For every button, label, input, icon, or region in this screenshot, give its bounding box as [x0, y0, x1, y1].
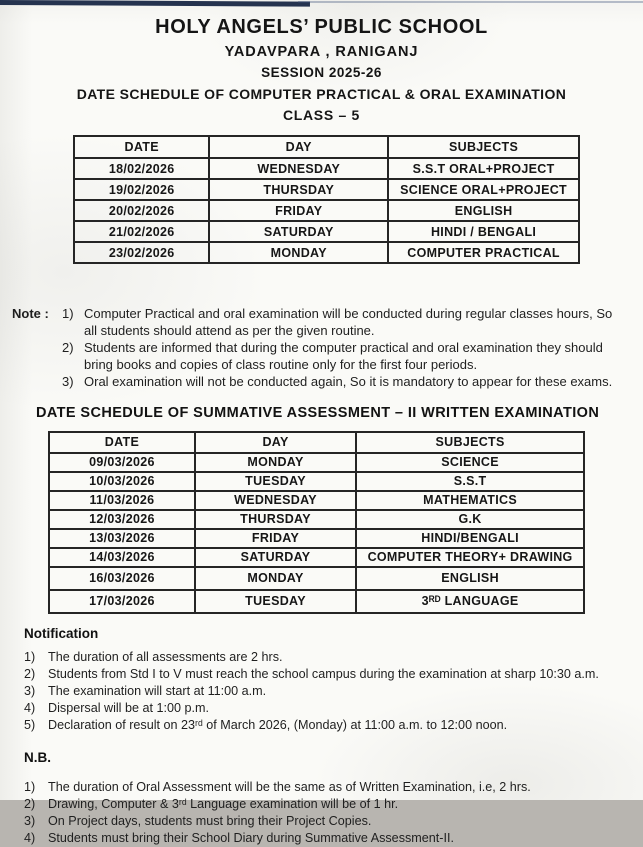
table-cell: HINDI / BENGALI — [388, 221, 579, 242]
table-row — [49, 529, 584, 548]
table-cell: 11/03/2026 — [49, 491, 195, 510]
notification-list — [24, 649, 643, 734]
table-cell: COMPUTER THEORY+ DRAWING — [356, 548, 584, 567]
table-cell: SCIENCE ORAL+PROJECT — [388, 179, 579, 200]
table-cell: 14/03/2026 — [49, 548, 195, 567]
notification-item — [24, 700, 643, 717]
item-text: Students from Std I to V must reach the school campus during the examination at sharp 10:30 a.m. — [48, 666, 599, 681]
school-name: HOLY ANGELS’ PUBLIC SCHOOL — [155, 16, 488, 38]
item-number: 1) — [24, 649, 36, 664]
notification-label: Notification — [24, 625, 99, 641]
notification-item — [24, 683, 643, 700]
table-cell: THURSDAY — [195, 510, 356, 529]
item-text: Declaration of result on 23ʳᵈ of March 2026, (Monday) at 11:00 a.m. to 12:00 noon. — [48, 717, 508, 732]
table-cell: TUESDAY — [195, 590, 356, 613]
table-row — [49, 548, 584, 567]
table-header-row — [49, 432, 584, 453]
note-item — [62, 374, 624, 391]
item-number: 1) — [24, 779, 36, 794]
table-cell: 13/03/2026 — [49, 529, 195, 548]
table-row — [74, 200, 579, 221]
written-exam-title: DATE SCHEDULE OF SUMMATIVE ASSESSMENT – II WRITTEN EXAMINATION — [36, 404, 600, 421]
table-cell: 18/02/2026 — [74, 158, 209, 179]
table-cell: SCIENCE — [356, 453, 584, 472]
item-number: 4) — [24, 830, 36, 845]
table-row — [74, 179, 579, 200]
table-cell: COMPUTER PRACTICAL — [388, 242, 579, 263]
scan-artifact-top-line — [298, 1, 643, 3]
table-cell: TUESDAY — [195, 472, 356, 491]
table-cell: 16/03/2026 — [49, 567, 195, 590]
notification-item — [24, 717, 643, 734]
practical-exam-table — [73, 135, 580, 264]
item-number: 2) — [24, 666, 36, 681]
table-cell: 17/03/2026 — [49, 590, 195, 613]
nb-section — [24, 750, 643, 847]
item-text: Dispersal will be at 1:00 p.m. — [48, 700, 209, 715]
item-text: On Project days, students must bring their Project Copies. — [48, 813, 372, 828]
notification-item — [24, 666, 643, 683]
column-header: DAY — [209, 136, 388, 158]
table-cell: WEDNESDAY — [209, 158, 388, 179]
table-cell: THURSDAY — [209, 179, 388, 200]
table-row — [49, 590, 584, 613]
item-text: Students are informed that during the computer practical and oral examination they should bring books and copies of class routine only for the first four periods. — [84, 340, 603, 372]
practical-exam-title: DATE SCHEDULE OF COMPUTER PRACTICAL & ORAL EXAMINATION — [76, 86, 567, 102]
table-cell: 09/03/2026 — [49, 453, 195, 472]
table-cell: MATHEMATICS — [356, 491, 584, 510]
item-text: Computer Practical and oral examination will be conducted during regular classes hours, So all students should attend as per the given routine. — [84, 306, 613, 338]
table-row — [49, 491, 584, 510]
note-label: Note : — [12, 306, 49, 321]
table-cell: FRIDAY — [195, 529, 356, 548]
column-header: SUBJECTS — [388, 136, 579, 158]
table-cell: 19/02/2026 — [74, 179, 209, 200]
item-text: Students must bring their School Diary during Summative Assessment-II. — [48, 830, 454, 845]
note-list — [62, 306, 624, 392]
item-number: 3) — [62, 374, 74, 389]
table-row — [49, 453, 584, 472]
document-header — [0, 0, 643, 123]
table-cell: 3ᴿᴰ LANGUAGE — [356, 590, 584, 613]
nb-item — [24, 796, 643, 813]
item-number: 2) — [62, 340, 74, 355]
column-header: DAY — [195, 432, 356, 453]
class-label: CLASS – 5 — [282, 107, 361, 123]
written-exam-table — [48, 431, 585, 614]
table-cell: HINDI/BENGALI — [356, 529, 584, 548]
nb-item — [24, 813, 643, 830]
table-cell: 12/03/2026 — [49, 510, 195, 529]
school-location: YADAVPARA , RANIGANJ — [224, 44, 419, 60]
item-number: 3) — [24, 813, 36, 828]
table-cell: MONDAY — [209, 242, 388, 263]
session-line: SESSION 2025-26 — [261, 65, 382, 80]
nb-item — [24, 830, 643, 847]
table-cell: SATURDAY — [209, 221, 388, 242]
notification-item — [24, 649, 643, 666]
item-text: Oral examination will not be conducted again, So it is mandatory to appear for these exams. — [84, 374, 613, 389]
table-row — [49, 510, 584, 529]
item-text: Drawing, Computer & 3ʳᵈ Language examination will be of 1 hr. — [48, 796, 399, 811]
note-item — [62, 306, 624, 339]
column-header: SUBJECTS — [356, 432, 584, 453]
table-cell: 20/02/2026 — [74, 200, 209, 221]
table-cell: SATURDAY — [195, 548, 356, 567]
table-cell: ENGLISH — [388, 200, 579, 221]
column-header: DATE — [74, 136, 209, 158]
table-cell: MONDAY — [195, 453, 356, 472]
item-number: 4) — [24, 700, 36, 715]
nb-item — [24, 779, 643, 796]
table-cell: WEDNESDAY — [195, 491, 356, 510]
table-row — [49, 472, 584, 491]
table-cell: 23/02/2026 — [74, 242, 209, 263]
item-text: The duration of Oral Assessment will be the same as of Written Examination, i.e, 2 hrs. — [48, 779, 531, 794]
table-cell: FRIDAY — [209, 200, 388, 221]
table-cell: 10/03/2026 — [49, 472, 195, 491]
item-number: 1) — [62, 306, 74, 321]
notification-section — [24, 626, 643, 734]
table-row — [74, 242, 579, 263]
table-row — [49, 567, 584, 590]
column-header: DATE — [49, 432, 195, 453]
item-number: 2) — [24, 796, 36, 811]
table-row — [74, 221, 579, 242]
table-cell: S.S.T — [356, 472, 584, 491]
item-text: The duration of all assessments are 2 hrs. — [48, 649, 283, 664]
item-text: The examination will start at 11:00 a.m. — [48, 683, 267, 698]
table-header-row — [74, 136, 579, 158]
table-cell: S.S.T ORAL+PROJECT — [388, 158, 579, 179]
table-cell: MONDAY — [195, 567, 356, 590]
note-item — [62, 340, 624, 373]
table-cell: ENGLISH — [356, 567, 584, 590]
nb-label: N.B. — [24, 749, 51, 765]
note-section — [0, 306, 643, 392]
item-number: 5) — [24, 717, 36, 732]
table-cell: G.K — [356, 510, 584, 529]
nb-list — [24, 779, 643, 847]
item-number: 3) — [24, 683, 36, 698]
table-cell: 21/02/2026 — [74, 221, 209, 242]
table-row — [74, 158, 579, 179]
